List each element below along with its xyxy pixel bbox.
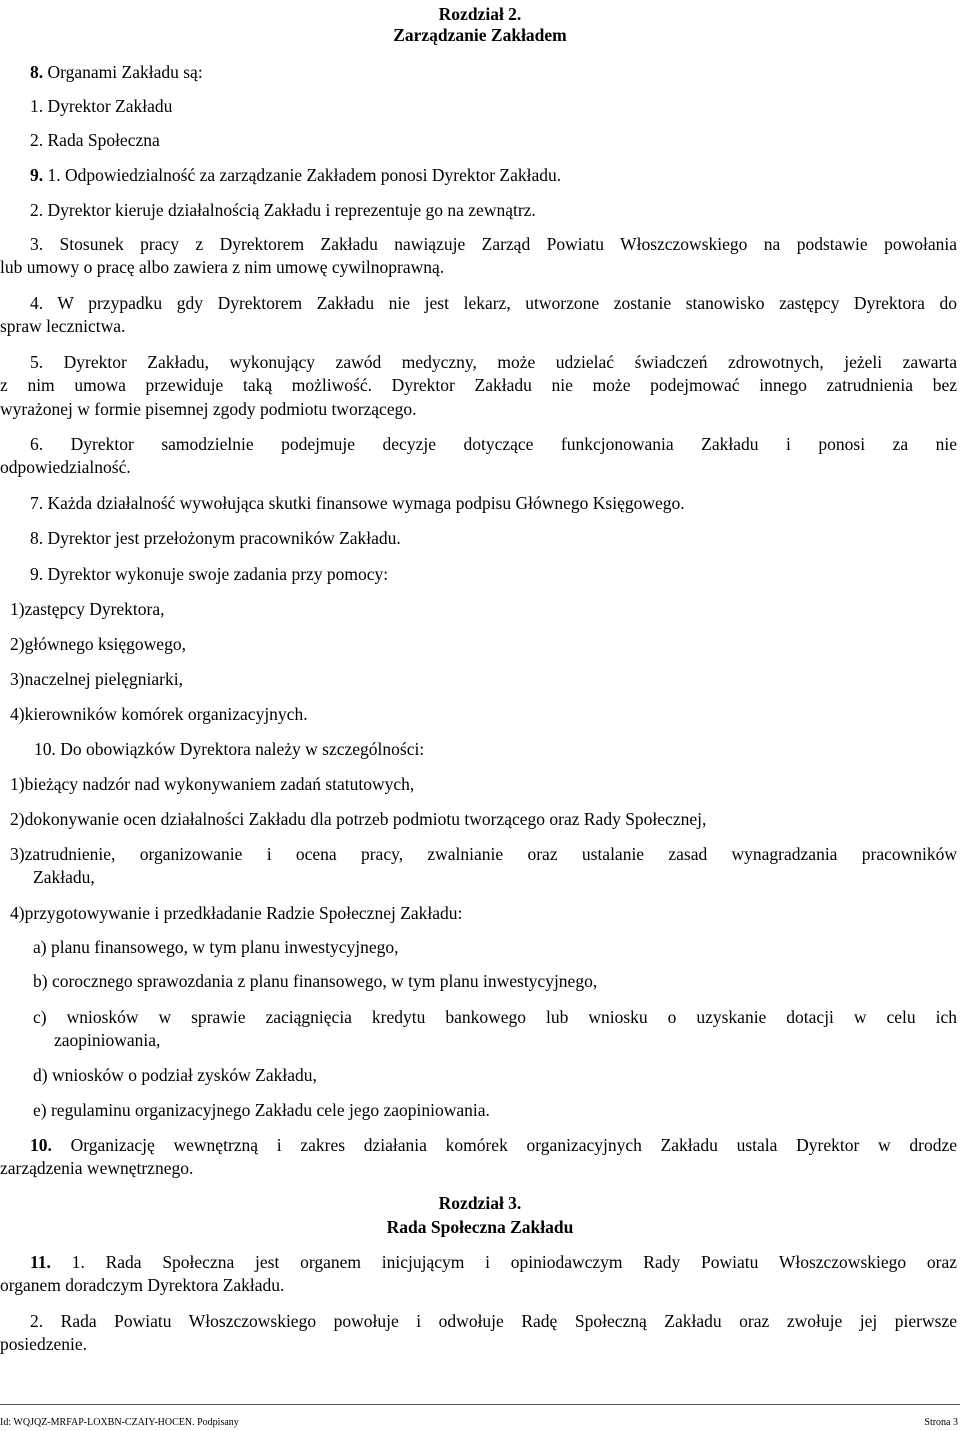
- chapter-2-title: Rozdział 2.: [438, 4, 522, 24]
- section-8-heading: [30, 61, 203, 83]
- section-9-p4-line2: spraw lecznictwa.: [0, 316, 126, 336]
- section-9-p10-item-2: 2)dokonywanie ocen działalności Zakładu dla potrzeb podmiotu tworzącego oraz Rady Społecznej,: [10, 809, 707, 829]
- subitem-c-line1: c) wniosków w sprawie zaciągnięcia kredytu bankowego lub wniosku o uzyskanie dotacji w celu ich: [33, 1007, 957, 1027]
- subitem-b: b) corocznego sprawozdania z planu finansowego, w tym planu inwestycyjnego,: [33, 971, 598, 991]
- footer-page-number: Strona 3: [924, 1417, 958, 1428]
- section-10-line1: [30, 1134, 957, 1156]
- section-9-p1-text: 1. Odpowiedzialność za zarządzanie Zakładem ponosi Dyrektor Zakładu.: [47, 165, 562, 185]
- chapter-3-title: Rozdział 3.: [438, 1193, 522, 1213]
- subitem-d: d) wniosków o podział zysków Zakładu,: [33, 1065, 317, 1085]
- section-9-p2: 2. Dyrektor kieruje działalnością Zakładu i reprezentuje go na zewnątrz.: [30, 200, 536, 220]
- section-11-p1-line2: organem doradczym Dyrektora Zakładu.: [0, 1275, 285, 1295]
- section-9-p8: 8. Dyrektor jest przełożonym pracowników Zakładu.: [30, 528, 401, 548]
- section-9-p10-item-3-line2: Zakładu,: [33, 867, 95, 887]
- section-11-p1-line1: [30, 1251, 957, 1273]
- subitem-a: a) planu finansowego, w tym planu inwestycyjnego,: [33, 937, 399, 957]
- section-9-p9-item-4: 4)kierowników komórek organizacyjnych.: [10, 704, 308, 724]
- section-9-p10-item-1: 1)bieżący nadzór nad wykonywaniem zadań statutowych,: [10, 774, 415, 794]
- section-8-text: Organami Zakładu są:: [47, 62, 203, 82]
- section-9-number: 9.: [30, 165, 44, 185]
- section-10-number: 10.: [30, 1135, 52, 1155]
- section-10-line2: zarządzenia wewnętrznego.: [0, 1158, 194, 1178]
- section-9-p5-line3: wyrażonej w formie pisemnej zgody podmiotu tworzącego.: [0, 399, 417, 419]
- section-9-p5-line2: z nim umowa przewiduje taką możliwość. Dyrektor Zakładu nie może podejmować innego zatrudnienia bez: [0, 375, 957, 395]
- section-11-p2-line2: posiedzenie.: [0, 1334, 87, 1354]
- footer-document-id: Id: WQJQZ-MRFAP-LOXBN-CZAIY-HOCEN. Podpisany: [0, 1417, 239, 1428]
- section-9-p10: 10. Do obowiązków Dyrektora należy w szczególności:: [34, 739, 425, 759]
- section-10-text: Organizację wewnętrzną i zakres działania komórek organizacyjnych Zakładu ustala Dyrektor w drodze: [70, 1135, 958, 1155]
- section-9-p9-item-1: 1)zastępcy Dyrektora,: [10, 599, 165, 619]
- subitem-e: e) regulaminu organizacyjnego Zakładu cele jego zaopiniowania.: [33, 1100, 490, 1120]
- section-9-p5-line1: 5. Dyrektor Zakładu, wykonujący zawód medyczny, może udzielać świadczeń zdrowotnych, jeżeli zawarta: [30, 352, 957, 372]
- section-8-number: 8.: [30, 62, 44, 82]
- section-9-p6-line2: odpowiedzialność.: [0, 457, 131, 477]
- chapter-2-subtitle: Zarządzanie Zakładem: [393, 25, 567, 45]
- section-9-p7: 7. Każda działalność wywołująca skutki finansowe wymaga podpisu Głównego Księgowego.: [30, 493, 685, 513]
- section-9-p3-line1: 3. Stosunek pracy z Dyrektorem Zakładu nawiązuje Zarząd Powiatu Włoszczowskiego na podstawie powołania: [30, 234, 957, 254]
- section-9-p9-item-2: 2)głównego księgowego,: [10, 634, 186, 654]
- section-9-p9: 9. Dyrektor wykonuje swoje zadania przy pomocy:: [30, 564, 389, 584]
- footer-divider: [0, 1404, 960, 1405]
- section-9-p10-item-4: 4)przygotowywanie i przedkładanie Radzie Społecznej Zakładu:: [10, 903, 463, 923]
- subitem-c-line2: zaopiniowania,: [54, 1030, 161, 1050]
- section-9-p3-line2: lub umowy o pracę albo zawiera z nim umowę cywilnoprawną.: [0, 257, 445, 277]
- section-11-number: 11.: [30, 1252, 51, 1272]
- section-9-p6-line1: 6. Dyrektor samodzielnie podejmuje decyzje dotyczące funkcjonowania Zakładu i ponosi za nie: [30, 434, 957, 454]
- section-8-item-1: 1. Dyrektor Zakładu: [30, 96, 173, 116]
- section-9-p9-item-3: 3)naczelnej pielęgniarki,: [10, 669, 183, 689]
- section-8-item-2: 2. Rada Społeczna: [30, 130, 160, 150]
- chapter-3-subtitle: Rada Społeczna Zakładu: [386, 1217, 574, 1237]
- section-11-p2-line1: 2. Rada Powiatu Włoszczowskiego powołuje i odwołuje Radę Społeczną Zakładu oraz zwołuje jej pierwsze: [30, 1311, 957, 1331]
- section-11-p1-text: 1. Rada Społeczna jest organem inicjującym i opiniodawczym Rady Powiatu Włoszczowskiego oraz: [71, 1252, 958, 1272]
- section-9-p10-item-3-line1: 3)zatrudnienie, organizowanie i ocena pracy, zwalnianie oraz ustalanie zasad wynagradzania pracowników: [10, 844, 957, 864]
- section-9-p1: [30, 164, 561, 186]
- section-9-p4-line1: 4. W przypadku gdy Dyrektorem Zakładu nie jest lekarz, utworzone zostanie stanowisko zastępcy Dyrektora do: [30, 293, 957, 313]
